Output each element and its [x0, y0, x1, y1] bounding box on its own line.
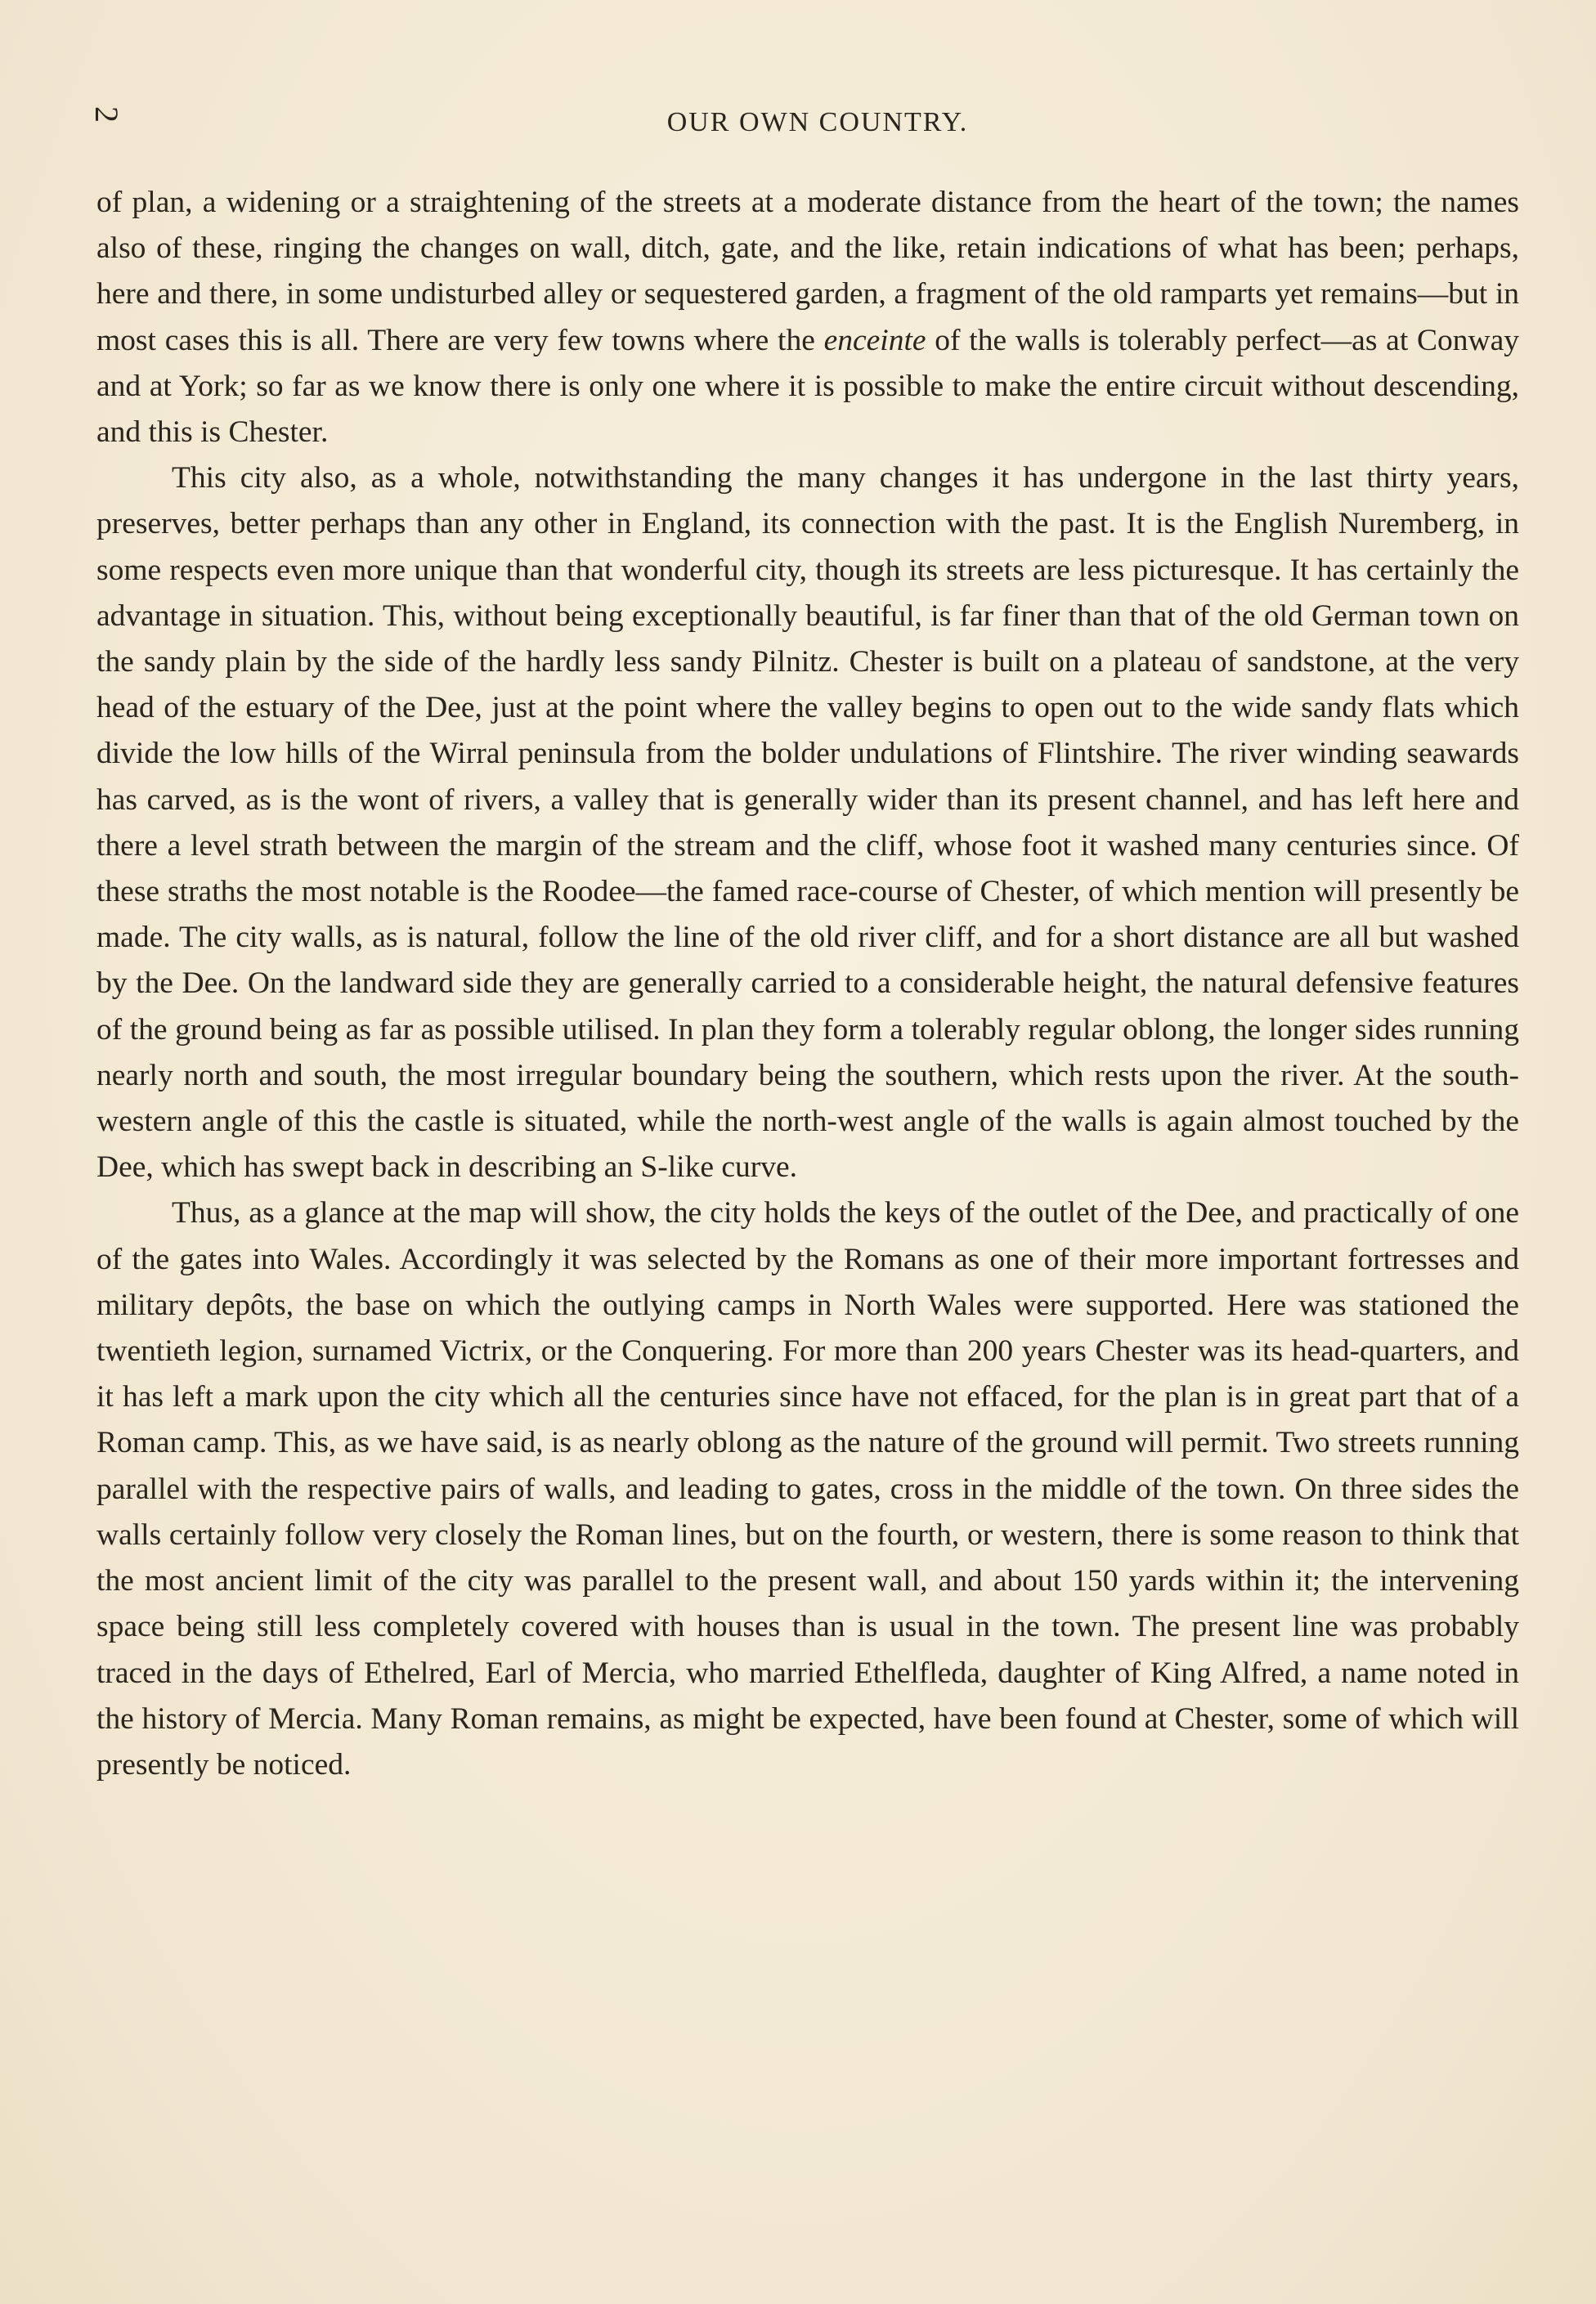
text-body [96, 180, 1519, 1788]
paragraph-3: Thus, as a glance at the map will show, the city holds the keys of the outlet of the Dee, and practically of one of the gates into Wales. Accordingly it was selected by the Romans as one of their more important fortresses and military depôts, the base on which the outlying camps in North Wales were supported. Here was stationed the twentieth legion, surnamed Victrix, or the Conquering. For more than 200 years Chester was its head-quarters, and it has left a mark upon the city which all the centuries since have not effaced, for the plan is in great part that of a Roman camp. This, as we have said, is as nearly oblong as the nature of the ground will permit. Two streets running parallel with the respective pairs of walls, and leading to gates, cross in the middle of the town. On three sides the walls certainly follow very closely the Roman lines, but on the fourth, or western, there is some reason to think that the most ancient limit of the city was parallel to the present wall, and about 150 yards within it; the intervening space being still less completely covered with houses than is usual in the town. The present line was probably traced in the days of Ethelred, Earl of Mercia, who married Ethelfleda, daughter of King Alfred, a name noted in the history of Mercia. Many Roman remains, as might be expected, have been found at Chester, some of which will presently be noticed. [96, 1196, 1519, 1782]
paragraph-1 [96, 180, 1519, 455]
page-header [90, 98, 1545, 147]
paragraph-1-text-before: of plan, a widening or a straightening of the streets at a moderate distance from the heart of the town; the names also of these, ringing the changes on wall, ditch, gate, and the like, retain indications of what has been; perhaps, here and there, in some undisturbed alley or sequestered garden, a fragment of the old ramparts yet remains—but in most cases this is all. There are very few towns where the [96, 186, 1519, 357]
running-head: OUR OWN COUNTRY. [666, 107, 969, 137]
paragraph-1-text-after: of the walls is tolerably perfect—as at Conway and at York; so far as we know there is only one where it is possible to make the entire circuit without descending, and this is Chester. [96, 323, 1519, 450]
page-number: 2 [88, 106, 125, 123]
paragraph-2: This city also, as a whole, notwithstanding the many changes it has undergone in the last thirty years, preserves, better perhaps than any other in England, its connection with the past. It is the English Nuremberg, in some respects even more unique than that wonderful city, though its streets are less picturesque. It has certainly the advantage in situation. This, without being exceptionally beautiful, is far finer than that of the old German town on the sandy plain by the side of the hardly less sandy Pilnitz. Chester is built on a plateau of sandstone, at the very head of the estuary of the Dee, just at the point where the valley begins to open out to the wide sandy flats which divide the low hills of the Wirral peninsula from the bolder undulations of Flintshire. The river winding seawards has carved, as is the wont of rivers, a valley that is generally wider than its present channel, and has left here and there a level strath between the margin of the stream and the cliff, whose foot it washed many centuries since. Of these straths the most notable is the Roodee—the famed race-course of Chester, of which mention will presently be made. The city walls, as is natural, follow the line of the old river cliff, and for a short distance are all but washed by the Dee. On the landward side they are generally carried to a considerable height, the natural defensive features of the ground being as far as possible utilised. In plan they form a tolerably regular oblong, the longer sides running nearly north and south, the most irregular boundary being the southern, which rests upon the river. At the south-western angle of this the castle is situated, while the north-west angle of the walls is again almost touched by the Dee, which has swept back in describing an S-like curve. [96, 461, 1519, 1185]
paragraph-1-italic-term: enceinte [823, 323, 926, 357]
